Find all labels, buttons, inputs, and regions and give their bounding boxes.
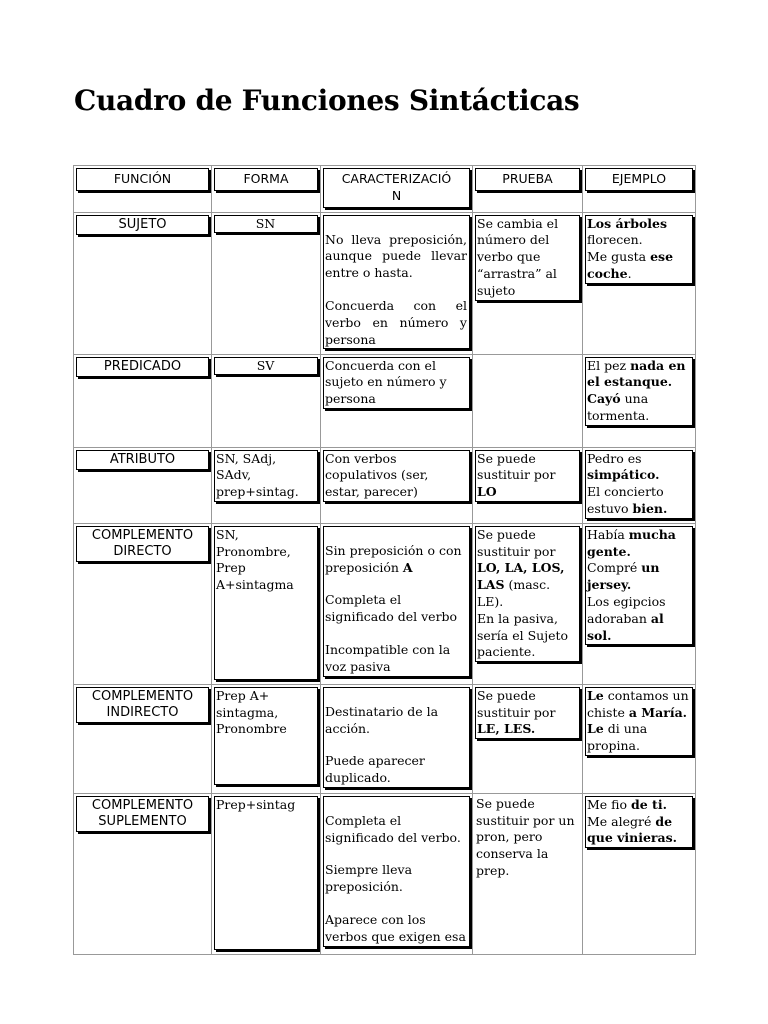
- syntax-functions-table: [73, 165, 696, 955]
- header-caracterizacion: CARACTERIZACIÓ N: [323, 168, 470, 208]
- funcion-cell: COMPLEMENTO DIRECTO: [76, 526, 209, 562]
- prueba-cell: Se puede sustituir por un pron, pero conserva la prep.: [476, 795, 575, 878]
- table-row: [74, 354, 696, 447]
- prueba-cell: Se puede sustituir por LO, LA, LOS, LAS (masc. LE). En la pasiva, sería el Sujeto paciente.: [475, 526, 580, 662]
- table-row: [74, 447, 696, 523]
- ejemplo-cell: Pedro es simpático. El concierto estuvo bien.: [585, 450, 693, 519]
- caracterizacion-cell: Con verbos copulativos (ser, estar, parecer): [323, 450, 470, 502]
- table-row: [74, 684, 696, 793]
- caracterizacion-cell: Completa el significado del verbo. Siempre lleva preposición. Aparece con los verbos que exigen esa: [323, 796, 470, 947]
- prueba-cell: Se puede sustituir por LO: [475, 450, 580, 502]
- forma-cell: Prep A+ sintagma, Pronombre: [214, 687, 318, 785]
- prueba-cell: Se cambia el número del verbo que “arrastra” al sujeto: [475, 215, 580, 301]
- table-row: [74, 212, 696, 354]
- prueba-cell: Se puede sustituir por LE, LES.: [475, 687, 580, 739]
- caracterizacion-cell: Destinatario de la acción. Puede aparecer duplicado.: [323, 687, 470, 788]
- forma-cell: SN, Pronombre, Prep A+sintagma: [214, 526, 318, 680]
- ejemplo-cell: Me fio de ti. Me alegré de que vinieras.: [585, 796, 693, 848]
- funcion-cell: COMPLEMENTO SUPLEMENTO: [76, 796, 209, 832]
- forma-cell: SN: [214, 215, 318, 233]
- table-row: [74, 793, 696, 954]
- table-header-row: [74, 166, 696, 213]
- caracterizacion-cell: No lleva preposición, aunque puede llevar entre o hasta. Concuerda con el verbo en número y persona: [323, 215, 470, 350]
- header-prueba: PRUEBA: [475, 168, 580, 191]
- header-forma: FORMA: [214, 168, 318, 191]
- table-row: [74, 523, 696, 684]
- page-title: Cuadro de Funciones Sintácticas: [74, 84, 580, 117]
- funcion-cell: COMPLEMENTO INDIRECTO: [76, 687, 209, 723]
- ejemplo-cell: Los árboles florecen. Me gusta ese coche.: [585, 215, 693, 284]
- ejemplo-cell: Le contamos un chiste a María. Le di una propina.: [585, 687, 693, 756]
- ejemplo-cell: El pez nada en el estanque. Cayó una tormenta.: [585, 357, 693, 426]
- forma-cell: SN, SAdj, SAdv, prep+sintag.: [214, 450, 318, 502]
- forma-cell: Prep+sintag: [214, 796, 318, 950]
- caracterizacion-cell: Sin preposición o con preposición A Completa el significado del verbo Incompatible con la voz pasiva: [323, 526, 470, 677]
- header-ejemplo: EJEMPLO: [585, 168, 693, 191]
- funcion-cell: PREDICADO: [76, 357, 209, 377]
- funcion-cell: SUJETO: [76, 215, 209, 235]
- header-funcion: FUNCIÓN: [76, 168, 209, 191]
- caracterizacion-cell: Concuerda con el sujeto en número y persona: [323, 357, 470, 409]
- forma-cell: SV: [214, 357, 318, 375]
- ejemplo-cell: Había mucha gente. Compré un jersey. Los egipcios adoraban al sol.: [585, 526, 693, 646]
- funcion-cell: ATRIBUTO: [76, 450, 209, 470]
